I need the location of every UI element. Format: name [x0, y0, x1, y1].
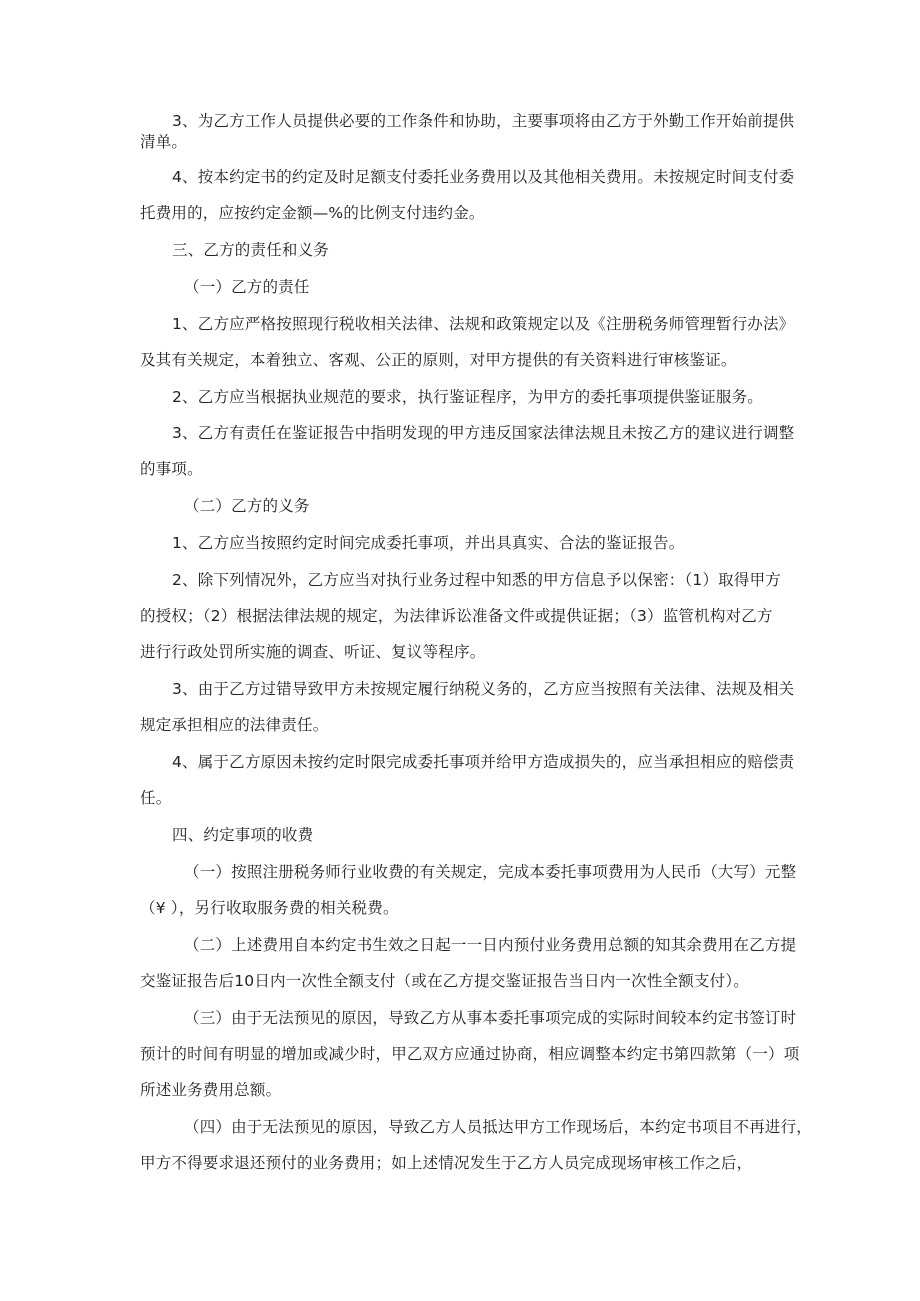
text-line: （四）由于无法预见的原因，导致乙方人员抵达甲方工作现场后，本约定书项目不再进行，: [184, 1118, 813, 1136]
text-line: 规定承担相应的法律责任。: [140, 716, 329, 734]
text-line: （二）上述费用自本约定书生效之日起一一日内预付业务费用总额的知其余费用在乙方提: [184, 936, 797, 954]
text-line: 预计的时间有明显的增加或减少时，甲乙双方应通过协商，相应调整本约定书第四款第（一）项: [140, 1045, 800, 1063]
subsection-heading: （一）乙方的责任: [184, 278, 310, 296]
text-line: （一）按照注册税务师行业收费的有关规定，完成本委托事项费用为人民币（大写）元整: [184, 863, 797, 881]
text-line: 1、乙方应当按照约定时间完成委托事项，并出具真实、合法的鉴证报告。: [172, 534, 685, 552]
text-line: 4、按本约定书的约定及时足额支付委托业务费用以及其他相关费用。未按规定时间支付委: [172, 168, 795, 186]
text-line: 所述业务费用总额。: [140, 1081, 282, 1099]
text-line: 1、乙方应严格按照现行税收相关法律、法规和政策规定以及《注册税务师管理暂行办法》: [172, 315, 795, 333]
subsection-heading: （二）乙方的义务: [184, 497, 310, 515]
text-line: 甲方不得要求退还预付的业务费用；如上述情况发生于乙方人员完成现场审核工作之后，: [140, 1154, 753, 1172]
text-line: 托费用的，应按约定金额—%的比例支付违约金。: [140, 204, 485, 222]
section-heading: 三、乙方的责任和义务: [172, 241, 330, 259]
text-line: 3、为乙方工作人员提供必要的工作条件和协助，主要事项将由乙方于外勤工作开始前提供: [172, 112, 795, 130]
text-line: 3、乙方有责任在鉴证报告中指明发现的甲方违反国家法律法规且未按乙方的建议进行调整: [172, 424, 795, 442]
text-line: 进行行政处罚所实施的调查、听证、复议等程序。: [140, 643, 486, 661]
text-line: 3、由于乙方过错导致甲方未按规定履行纳税义务的，乙方应当按照有关法律、法规及相关: [172, 680, 795, 698]
text-line: （三）由于无法预见的原因，导致乙方从事本委托事项完成的实际时间较本约定书签订时: [184, 1009, 797, 1027]
text-line: 4、属于乙方原因未按约定时限完成委托事项并给甲方造成损失的，应当承担相应的赔偿责: [172, 753, 795, 771]
text-line: 的授权；（2）根据法律法规的规定，为法律诉讼准备文件或提供证据；（3）监管机构对乙方: [140, 607, 773, 625]
text-line: 的事项。: [140, 460, 203, 478]
text-line: 清单。: [140, 133, 188, 151]
text-line: 及其有关规定，本着独立、客观、公正的原则，对甲方提供的有关资料进行审核鉴证。: [140, 351, 737, 369]
text-line: （¥ ），另行收取服务费的相关税费。: [140, 899, 399, 917]
section-heading: 四、约定事项的收费: [172, 826, 314, 844]
text-line: 2、除下列情况外，乙方应当对执行业务过程中知悉的甲方信息予以保密：（1）取得甲方: [172, 571, 781, 589]
text-line: 2、乙方应当根据执业规范的要求，执行鉴证程序，为甲方的委托事项提供鉴证服务。: [172, 388, 763, 406]
text-line: 任。: [140, 789, 172, 807]
text-line: 交鉴证报告后10日内一次性全额支付（或在乙方提交鉴证报告当日内一次性全额支付）。: [140, 972, 749, 990]
